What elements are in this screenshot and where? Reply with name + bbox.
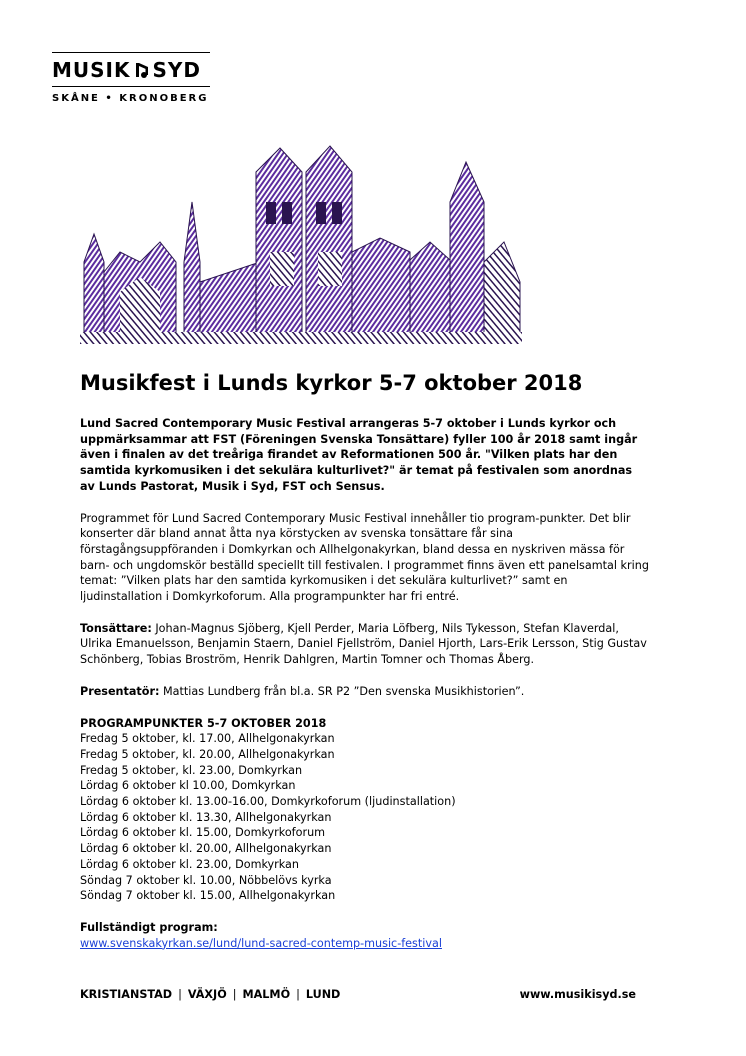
footer [80,988,636,1001]
logo-subtitle: SKÅNE • KRONOBERG [52,93,209,104]
music-note-icon [134,61,150,79]
composers-label: Tonsättare: [80,621,152,635]
logo-top-rule [52,52,210,53]
logo-bottom-rule [52,86,210,87]
presenter-paragraph [80,684,650,700]
list-item: Lördag 6 oktober kl 10.00, Domkyrkan [80,779,296,793]
list-item: Fredag 5 oktober, kl. 20.00, Allhelgonakyrkan [80,747,335,761]
list-item: Lördag 6 oktober kl. 20.00, Allhelgonakyrkan [80,842,332,856]
footer-separator: | [178,988,182,1001]
list-item: Lördag 6 oktober kl. 13.00-16.00, Domkyrkoforum (ljudinstallation) [80,795,456,809]
body-paragraph: Programmet för Lund Sacred Contemporary Music Festival innehåller tio program-punkter. Det blir konserter där bland annat åtta nya körstycken av svenska tonsättare får sina förstagångsuppföranden i Domkyrkan och Allhelgonakyrkan, bland dessa en nyskriven mässa för barn- och ungdomskör beställd speciellt till festivalen. I programmet finns även ett panelsamtal kring temat: ”Vilken plats har den samtida kyrkomusiken i det sekulära kulturlivet?” samt en ljudinstallation i Domkyrkoforum. Alla programpunkter har fri entré. [80,511,649,604]
presenter-text: Mattias Lundberg från bl.a. SR P2 ”Den svenska Musikhistorien”. [159,684,525,698]
list-item: Lördag 6 oktober kl. 23.00, Domkyrkan [80,857,299,871]
footer-separator: | [296,988,300,1001]
list-item: Söndag 7 oktober kl. 10.00, Nöbbelövs kyrka [80,873,332,887]
footer-website[interactable]: www.musikisyd.se [519,988,636,1001]
list-item: Lördag 6 oktober kl. 15.00, Domkyrkoforum [80,826,326,840]
footer-city: VÄXJÖ [187,988,227,1001]
composers-list: Johan-Magnus Sjöberg, Kjell Perder, Maria Löfberg, Nils Tykesson, Stefan Klaverdal, Ulrika Emanuelsson, Benjamin Staern, Daniel Fjellström, Daniel Hjorth, Lars-Erik Lersson, Stig Gustav Schönberg, Tobias Broström, Henrik Dahlgren, Martin Tomner och Thomas Åberg. [80,621,647,667]
article [80,368,650,967]
full-program-link[interactable]: www.svenskakyrkan.se/lund/lund-sacred-contemp-music-festival [80,936,442,950]
full-program [80,920,650,951]
full-program-label: Fullständigt program: [80,920,218,934]
footer-city: LUND [305,988,341,1001]
logo-wordmark [52,56,212,84]
lead-paragraph: Lund Sacred Contemporary Music Festival arrangeras 5-7 oktober i Lunds kyrkor och uppmärksammar att FST (Föreningen Svenska Tonsättare) fyller 100 år 2018 samt ingår även i finalen av det treåriga firandet av Reformationen 500 år. "Vilken plats har den samtida kyrkomusiken i det sekulära kulturlivet?" är temat på festivalen som anordnas av Lunds Pastorat, Musik i Syd, FST och Sensus. [80,417,638,493]
page-title: Musikfest i Lunds kyrkor 5-7 oktober 2018 [80,371,583,395]
cathedral-illustration [80,142,522,344]
list-item: Söndag 7 oktober kl. 15.00, Allhelgonakyrkan [80,889,336,903]
presenter-label: Presentatör: [80,684,160,698]
musik-i-syd-logo [52,52,212,104]
logo-word-musik: MUSIK [52,58,131,82]
list-item: Lördag 6 oktober kl. 13.30, Allhelgonakyrkan [80,810,332,824]
composers-paragraph [80,621,650,668]
list-item: Fredag 5 oktober, kl. 23.00, Domkyrkan [80,763,303,777]
program-heading: PROGRAMPUNKTER 5-7 OKTOBER 2018 [80,716,327,730]
footer-separator: | [232,988,237,1001]
footer-city: MALMÖ [242,988,291,1001]
logo-word-syd: SYD [152,58,201,82]
footer-city: KRISTIANSTAD [80,988,173,1001]
program-list [80,716,650,904]
footer-cities [80,988,340,1001]
list-item: Fredag 5 oktober, kl. 17.00, Allhelgonakyrkan [80,732,335,746]
